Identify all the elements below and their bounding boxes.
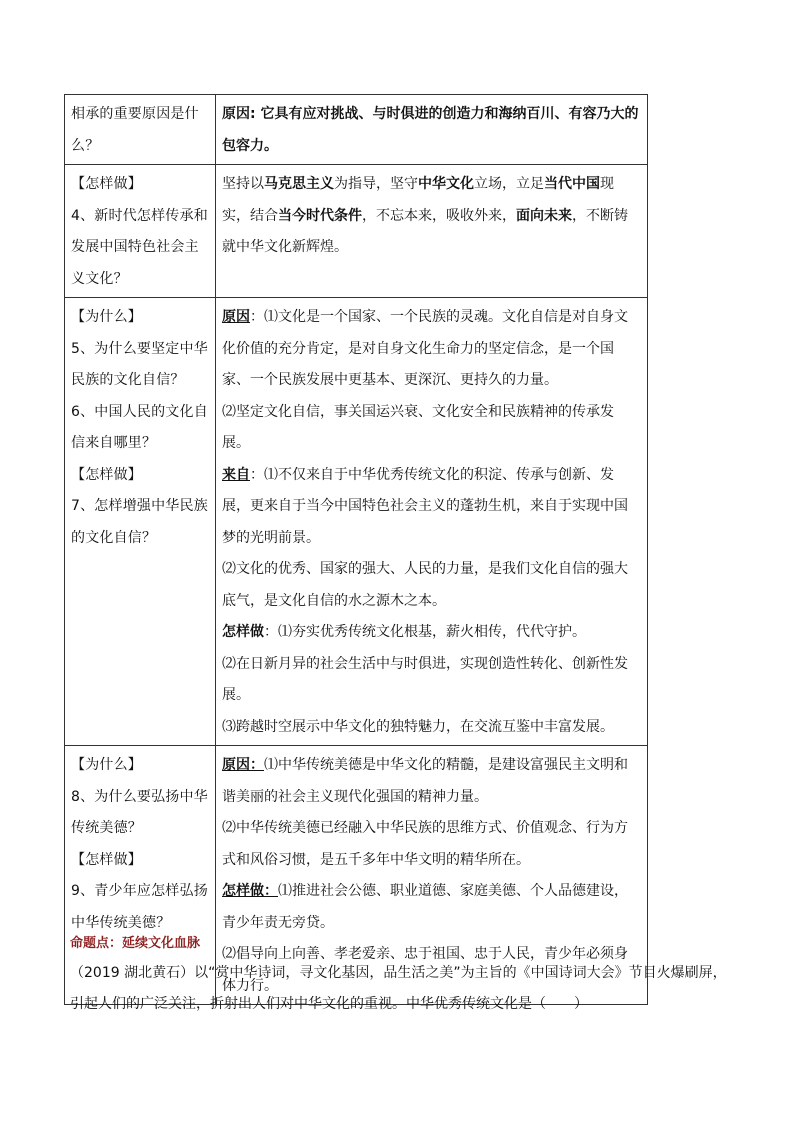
- left-line: 5、为什么要坚定中华民族的文化自信？: [71, 340, 208, 388]
- answer-text: ⑶跨越时空展示中华文化的独特魅力，在交流互鉴中丰富发展。: [222, 718, 614, 735]
- table-row: [65, 95, 648, 165]
- answer-text-bold: 当代中国: [544, 176, 600, 192]
- answer-para: [222, 649, 641, 712]
- answer-heading: 怎样做：: [222, 883, 278, 899]
- answer-text-bold: 中华文化: [418, 176, 474, 192]
- topic-heading: 命题点：延续文化血脉: [70, 936, 201, 951]
- left-line: 4、新时代怎样传承和发展中国特色社会主义文化？: [71, 207, 208, 287]
- answer-para: [222, 460, 641, 555]
- answer-text: ：⑴夯实优秀传统文化根基，薪火相传，代代守护。: [264, 624, 586, 640]
- answer-para: [222, 712, 641, 744]
- question-cell: [65, 95, 216, 165]
- answer-text-bold: 当今时代条件: [278, 207, 362, 224]
- answer-cell: [216, 95, 648, 165]
- answer-text: ⑴推进社会公德、职业道德、家庭美德、个人品德建设，青少年责无旁贷。: [222, 883, 628, 931]
- answer-heading: 怎样做: [222, 624, 264, 640]
- answer-text: 坚持以: [222, 176, 264, 192]
- left-line: 【怎样做】: [71, 851, 142, 868]
- answer-para: [222, 302, 641, 397]
- answer-text: ：⑴不仅来自于中华优秀传统文化的积淀、传承与创新、发展，更来自于当今中国特色社会主义的蓬勃生机，来自于实现中国梦的光明前景。: [222, 466, 628, 546]
- table-row: [65, 298, 648, 746]
- answer-text: 为指导，坚守: [334, 176, 418, 192]
- left-line: 【怎样做】: [71, 176, 142, 192]
- answer-para: [222, 397, 641, 460]
- left-line: 9、青少年应怎样弘扬中华传统美德？: [71, 883, 208, 931]
- answer-cell: [216, 165, 648, 298]
- table-row: [65, 165, 648, 298]
- answer-para: [222, 617, 641, 649]
- answer-text: ⑵中华传统美德已经融入中华民族的思维方式、价值观念、行为方式和风俗习惯，是五千多年中华文明的精华所在。: [222, 820, 628, 868]
- answer-heading: 原因: [222, 309, 250, 325]
- left-line: 【怎样做】: [71, 466, 142, 483]
- answer-text: ⑵文化的优秀、国家的强大、人民的力量，是我们文化自信的强大底气，是文化自信的水之源木之本。: [222, 561, 628, 609]
- answer-text: 现实，结合: [222, 176, 614, 224]
- answer-para: [222, 554, 641, 617]
- answer-text: ，不断铸就中华文化新辉煌。: [222, 207, 628, 255]
- answer-para: [222, 99, 641, 162]
- answer-para: [222, 813, 641, 876]
- left-line: 7、怎样增强中华民族的文化自信？: [71, 498, 208, 546]
- answer-para: [222, 876, 641, 939]
- answer-text-bold: 马克思主义: [264, 176, 334, 192]
- left-line: 【为什么】: [71, 757, 142, 773]
- answer-text: ⑵在日新月异的社会生活中与时俱进，实现创造性转化、创新性发展。: [222, 655, 628, 703]
- left-line: 8、为什么要弘扬中华传统美德？: [71, 788, 208, 836]
- answer-cell: [216, 298, 648, 746]
- answer-text-bold: 面向未来: [516, 207, 572, 224]
- left-line: 6、中国人民的文化自信来自哪里？: [71, 403, 208, 451]
- answer-para: [222, 169, 641, 264]
- question-cell: [65, 298, 216, 746]
- answer-para: [222, 750, 641, 813]
- answer-text: ⑴中华传统美德是中华文化的精髓，是建设富强民主文明和谐美丽的社会主义现代化强国的精神力量。: [222, 757, 628, 805]
- left-line: 相承的重要原因是什么？: [71, 106, 199, 154]
- left-line: 【为什么】: [71, 309, 142, 325]
- exam-question: （2019 湖北黄石）以“赏中华诗词，寻文化基因，品生活之美”为主旨的《中国诗词大会》节目火爆刷屏，引起人们的广泛关注，折射出人们对中华文化的重视。中华优秀传统文化是（ ）: [70, 965, 727, 1012]
- answer-heading: 来自: [222, 466, 250, 483]
- answer-text: ：⑴文化是一个国家、一个民族的灵魂。文化自信是对自身文化价值的充分肯定，是对自身文化生命力的坚定信念，是一个国家、一个民族发展中更基本、更深沉、更持久的力量。: [222, 309, 628, 388]
- answer-heading: 原因：: [222, 757, 264, 773]
- answer-text: ⑵倡导向上向善、孝老爱亲、忠于祖国、忠于人民，青少年必须身体力行。: [222, 946, 628, 994]
- answer-text: ⑵坚定文化自信，事关国运兴衰、文化安全和民族精神的传承发展。: [222, 403, 614, 451]
- answer-text: 原因: 它具有应对挑战、与时俱进的创造力和海纳百川、有容乃大的包容力。: [222, 106, 639, 154]
- qa-table: [64, 94, 648, 1005]
- answer-text: ，不忘本来，吸收外来，: [362, 207, 516, 224]
- answer-text: 立场，立足: [474, 176, 544, 192]
- question-cell: [65, 165, 216, 298]
